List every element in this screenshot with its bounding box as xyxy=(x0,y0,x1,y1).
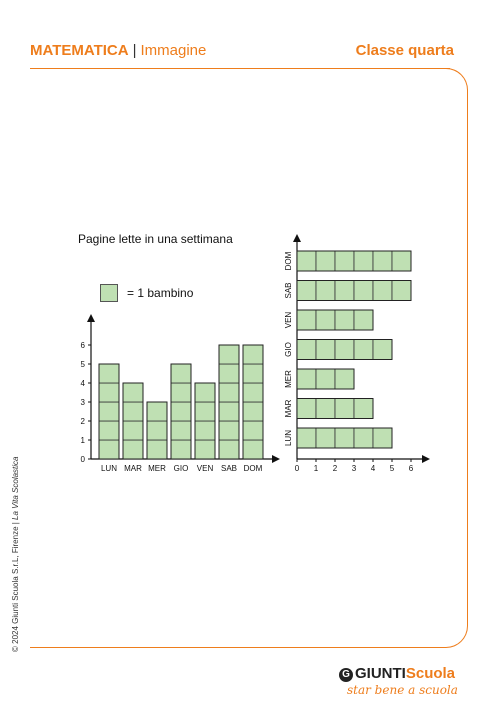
bar-cell xyxy=(354,310,373,330)
bar-cell xyxy=(316,281,335,301)
bar-cell xyxy=(171,364,191,383)
y-tick-label: LUN xyxy=(284,429,294,447)
logo-wordmark xyxy=(339,665,455,682)
bar-cell xyxy=(392,281,411,301)
bar-cell xyxy=(99,383,119,402)
horizontal-bar-chart xyxy=(284,238,426,473)
y-tick-label: SAB xyxy=(284,282,294,299)
bar-cell xyxy=(123,421,143,440)
bar-cell xyxy=(243,383,263,402)
bar-cell xyxy=(335,281,354,301)
y-tick-label: VEN xyxy=(284,311,294,329)
logo-tagline: star bene a scuola xyxy=(347,683,458,697)
giunti-scuola-logo xyxy=(339,665,458,705)
y-tick-label: GIO xyxy=(284,342,294,357)
bar-cell xyxy=(354,428,373,448)
logo-scuola: Scuola xyxy=(405,665,456,682)
y-tick-label: 6 xyxy=(80,341,85,350)
bar-cell xyxy=(123,402,143,421)
bar-cell xyxy=(297,251,316,271)
y-tick-label: DOM xyxy=(284,251,294,271)
bar-cell xyxy=(335,369,354,389)
bar-cell xyxy=(219,421,239,440)
bar-cell xyxy=(354,399,373,419)
bar-cell xyxy=(99,421,119,440)
header-separator: | xyxy=(132,42,137,59)
bar-cell xyxy=(243,364,263,383)
bar-cell xyxy=(99,364,119,383)
logo-g-icon: G xyxy=(339,668,353,682)
chart-title: Pagine lette in una settimana xyxy=(78,232,233,246)
bar-cell xyxy=(171,440,191,459)
y-tick-label: 5 xyxy=(80,360,85,369)
bar-cell xyxy=(243,345,263,364)
bar-cell xyxy=(219,402,239,421)
bar-cell xyxy=(219,440,239,459)
bar-cell xyxy=(243,421,263,440)
y-tick-label: 1 xyxy=(80,436,85,445)
x-tick-label: 6 xyxy=(408,464,414,473)
copyright-publication: La Vita Scolastica xyxy=(11,456,20,520)
bar-cell xyxy=(171,421,191,440)
bar-cell xyxy=(373,281,392,301)
bar-cell xyxy=(147,421,167,440)
bar-cell xyxy=(195,402,215,421)
bar-cell xyxy=(297,310,316,330)
logo-brand: GIUNTI xyxy=(355,665,406,682)
bar-cell xyxy=(195,421,215,440)
bar-cell xyxy=(147,440,167,459)
x-tick-label: 0 xyxy=(294,464,300,473)
x-tick-label: MAR xyxy=(124,464,142,473)
bar-cell xyxy=(316,399,335,419)
bar-cell xyxy=(297,369,316,389)
bar-cell xyxy=(335,251,354,271)
bar-cell xyxy=(373,340,392,360)
y-tick-label: MAR xyxy=(284,399,294,418)
x-tick-label: GIO xyxy=(173,464,189,473)
bar-cell xyxy=(297,399,316,419)
bar-cell xyxy=(335,310,354,330)
bar-cell xyxy=(316,369,335,389)
bar-cell xyxy=(219,364,239,383)
bar-cell xyxy=(243,402,263,421)
bar-cell xyxy=(354,251,373,271)
bar-cell xyxy=(316,310,335,330)
bar-cell xyxy=(99,402,119,421)
copyright-main: © 2024 Giunti Scuola S.r.L, Firenze | xyxy=(11,519,20,652)
bar-cell xyxy=(316,340,335,360)
bar-cell xyxy=(392,251,411,271)
bar-cell xyxy=(316,251,335,271)
y-tick-label: 2 xyxy=(80,417,85,426)
bar-cell xyxy=(373,428,392,448)
bar-cell xyxy=(99,440,119,459)
subject-label: MATEMATICA xyxy=(30,42,129,59)
bar-cell xyxy=(297,281,316,301)
vertical-bar-chart xyxy=(81,318,276,473)
bar-cell xyxy=(219,345,239,364)
class-label: Classe quarta xyxy=(355,42,454,59)
x-tick-label: MER xyxy=(148,464,166,473)
y-tick-label: 0 xyxy=(80,455,85,464)
legend-label: = 1 bambino xyxy=(127,286,194,300)
bar-cell xyxy=(123,383,143,402)
x-tick-label: 2 xyxy=(332,464,338,473)
bar-cell xyxy=(335,399,354,419)
x-tick-label: LUN xyxy=(100,464,118,473)
bar-cell xyxy=(297,428,316,448)
bar-cell xyxy=(335,428,354,448)
bar-cell xyxy=(354,340,373,360)
bar-cell xyxy=(243,440,263,459)
y-tick-label: 4 xyxy=(80,379,85,388)
x-tick-label: 3 xyxy=(351,464,357,473)
bar-cell xyxy=(219,383,239,402)
bar-cell xyxy=(373,251,392,271)
copyright-notice xyxy=(11,457,20,653)
y-tick-label: MER xyxy=(284,370,294,388)
x-tick-label: 1 xyxy=(313,464,319,473)
x-tick-label: DOM xyxy=(243,464,263,473)
bar-cell xyxy=(335,340,354,360)
bar-cell xyxy=(147,402,167,421)
bar-cell xyxy=(171,402,191,421)
x-tick-label: 5 xyxy=(389,464,395,473)
x-tick-label: VEN xyxy=(196,464,214,473)
bar-cell xyxy=(171,383,191,402)
x-tick-label: SAB xyxy=(220,464,238,473)
bar-cell xyxy=(316,428,335,448)
sheet-type-label: Immagine xyxy=(140,42,207,59)
bar-cell xyxy=(297,340,316,360)
bar-cell xyxy=(123,440,143,459)
bar-cell xyxy=(195,440,215,459)
y-tick-label: 3 xyxy=(80,398,85,407)
bar-cell xyxy=(195,383,215,402)
bar-cell xyxy=(354,281,373,301)
x-tick-label: 4 xyxy=(370,464,376,473)
